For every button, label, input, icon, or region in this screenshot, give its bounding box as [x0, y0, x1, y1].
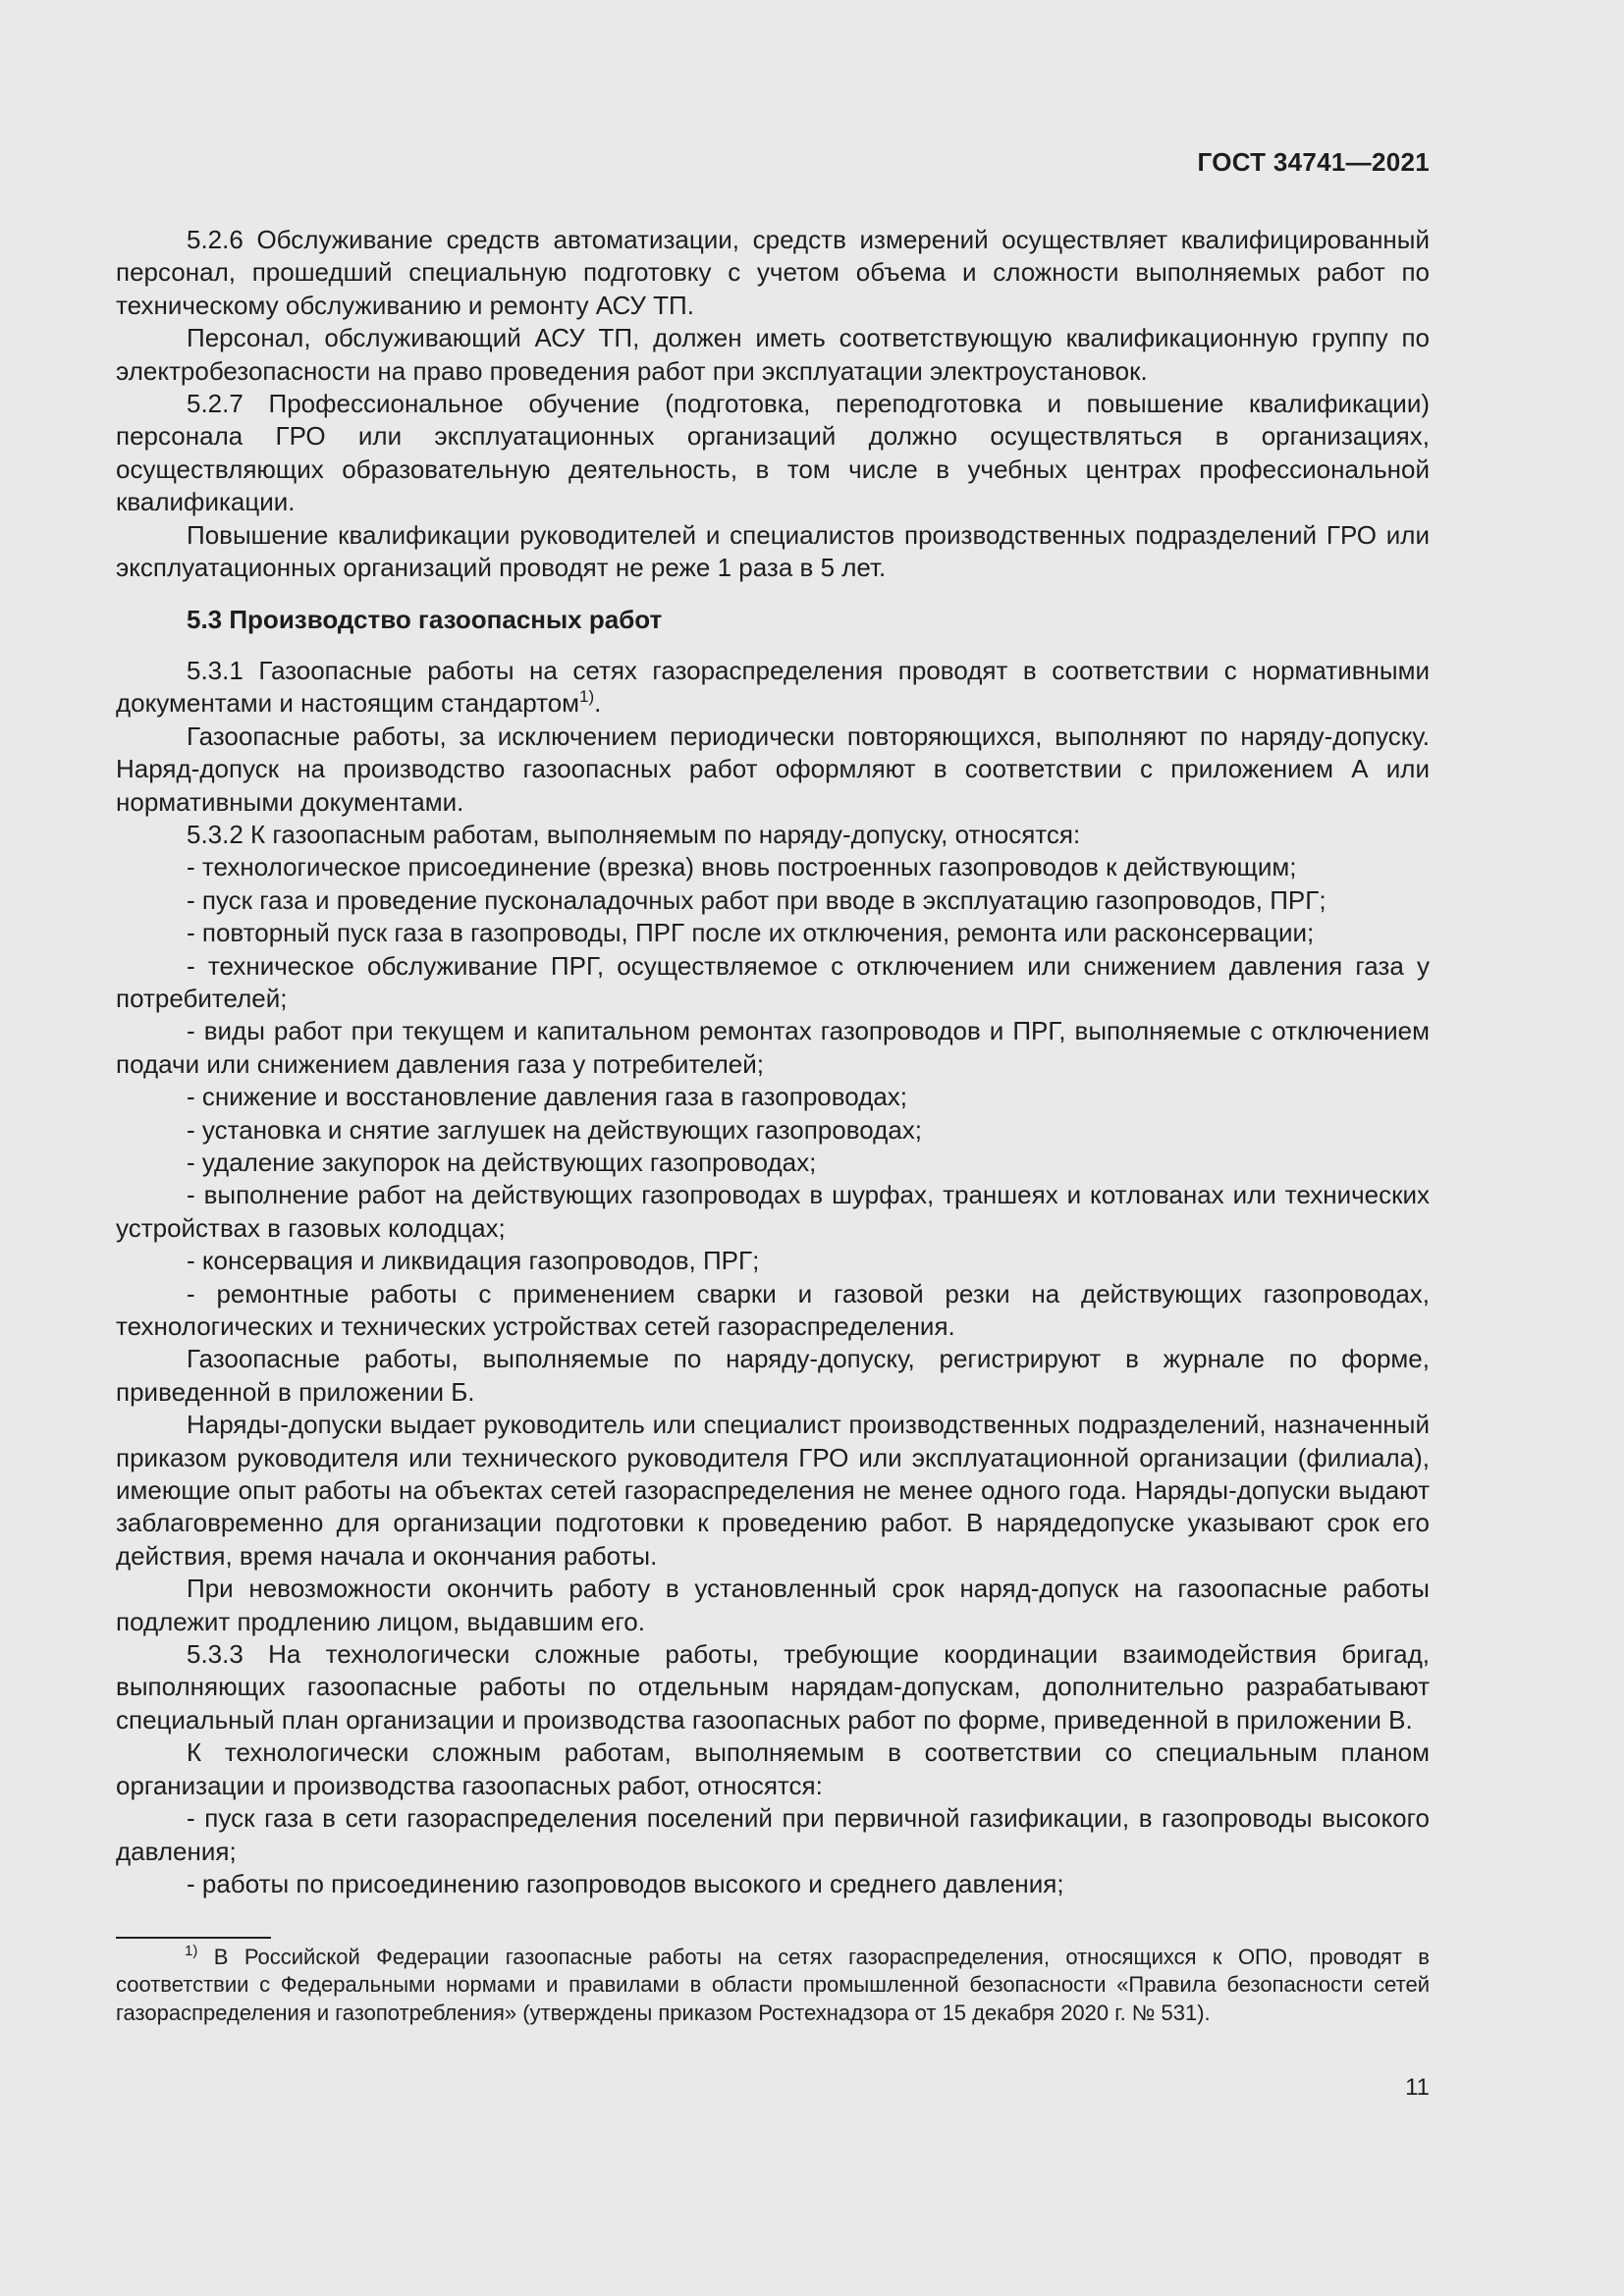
footnote-text: В Российской Федерации газоопасные работы на сетях газораспределения, относящихся к ОПО, проводят в соответствии с Федеральными нормами и правилами в области промышленной безопасности «Правила безопасности сетей газораспределения и газопотребления» (утверждены приказом Ростехнадзора от 15 декабря 2020 г. № 531).	[116, 1945, 1430, 2025]
page-number: 11	[1405, 2074, 1430, 2101]
section-heading: 5.3 Производство газоопасных работ	[187, 605, 663, 635]
paragraph: 5.2.7 Профессиональное обучение (подготовка, переподготовка и повышение квалификации) персонала ГРО или эксплуатационных организаций должно осуществляться в организациях, осуществляющих образовательную деятельность, в том числе в учебных центрах профессиональной квалификации.	[116, 389, 1430, 517]
list-item: - установка и снятие заглушек на действующих газопроводах;	[187, 1114, 923, 1145]
list-item: - работы по присоединению газопроводов высокого и среднего давления;	[187, 1868, 1064, 1898]
paragraph: Повышение квалификации руководителей и специалистов производственных подразделений ГРО или эксплуатационных организаций проводят не реже 1 раза в 5 лет.	[116, 519, 1430, 583]
list-item: - консервация и ликвидация газопроводов, ПРГ;	[187, 1246, 760, 1276]
footnote-divider	[116, 1937, 271, 1939]
paragraph-531-text: 5.3.1 Газоопасные работы на сетях газораспределения проводят в соответствии с нормативными документами и настоящим стандартом	[116, 655, 1430, 719]
list-item: - пуск газа в сети газораспределения поселений при первичной газификации, в газопроводы высокого давления;	[116, 1803, 1430, 1866]
list-item: - выполнение работ на действующих газопроводах в шурфах, траншеях и котлованах или технических устройствах в газовых колодцах;	[116, 1180, 1430, 1243]
footnote	[116, 1944, 1430, 2027]
paragraph: Газоопасные работы, за исключением периодически повторяющихся, выполняют по наряду-допуску. Наряд-допуск на производство газоопасных работ оформляют в соответствии с приложением А или нормативными документами.	[116, 721, 1430, 817]
list-item: - пуск газа и проведение пусконаладочных работ при вводе в эксплуатацию газопроводов, ПРГ;	[187, 884, 1326, 915]
list-item: - снижение и восстановление давления газа в газопроводах;	[187, 1082, 908, 1112]
paragraph: 5.3.2 К газоопасным работам, выполняемым по наряду-допуску, относятся:	[187, 819, 1081, 849]
paragraph: Газоопасные работы, выполняемые по наряду-допуску, регистрируют в журнале по форме, приведенной в приложении Б.	[116, 1344, 1430, 1407]
list-item: - ремонтные работы с применением сварки и газовой резки на действующих газопроводах, технологических и технических устройствах сетей газораспределения.	[116, 1278, 1430, 1341]
list-item: - повторный пуск газа в газопроводы, ПРГ после их отключения, ремонта или расконсервации;	[187, 918, 1315, 948]
list-item: - удаление закупорок на действующих газопроводах;	[187, 1147, 817, 1177]
document-code-header: ГОСТ 34741—2021	[1197, 147, 1430, 177]
paragraph: При невозможности окончить работу в установленный срок наряд-допуск на газоопасные работы подлежит продлению лицом, выдавшим его.	[116, 1574, 1430, 1636]
paragraph: 5.2.6 Обслуживание средств автоматизации, средств измерений осуществляет квалифицированный персонал, прошедший специальную подготовку с учетом объема и сложности выполняемых работ по техническому обслуживанию и ремонту АСУ ТП.	[116, 225, 1430, 320]
main-text	[116, 224, 1430, 1900]
list-item: - виды работ при текущем и капитальном ремонтах газопроводов и ПРГ, выполняемые с отключением подачи или снижением давления газа у потребителей;	[116, 1016, 1430, 1079]
footnote-mark: 1)	[185, 1943, 198, 1959]
list-item: - технологическое присоединение (врезка) вновь построенных газопроводов к действующим;	[187, 852, 1297, 882]
paragraph: 5.3.3 На технологически сложные работы, требующие координации взаимодействия бригад, выполняющих газоопасные работы по отдельным нарядам-допускам, дополнительно разрабатывают специальный план организации и производства газоопасных работ по форме, приведенной в приложении В.	[116, 1639, 1430, 1735]
paragraph-531	[116, 655, 1430, 721]
paragraph-531-end: .	[594, 688, 602, 719]
paragraph: Наряды-допуски выдает руководитель или специалист производственных подразделений, назначенный приказом руководителя или технического руководителя ГРО или эксплуатационной организации (филиала), имеющие опыт работы на объектах сетей газораспределения не менее одного года. Наряды-допуски выдают заблаговременно для организации подготовки к проведению работ. В нарядедопуске указывают срок его действия, время начала и окончания работы.	[116, 1410, 1430, 1571]
footnote-reference[interactable]: 1)	[579, 687, 595, 707]
list-item: - техническое обслуживание ПРГ, осуществляемое с отключением или снижением давления газа у потребителей;	[116, 950, 1430, 1013]
paragraph: К технологически сложным работам, выполняемым в соответствии со специальным планом организации и производства газоопасных работ, относятся:	[116, 1737, 1430, 1800]
paragraph: Персонал, обслуживающий АСУ ТП, должен иметь соответствующую квалификационную группу по электробезопасности на право проведения работ при эксплуатации электроустановок.	[116, 323, 1430, 386]
